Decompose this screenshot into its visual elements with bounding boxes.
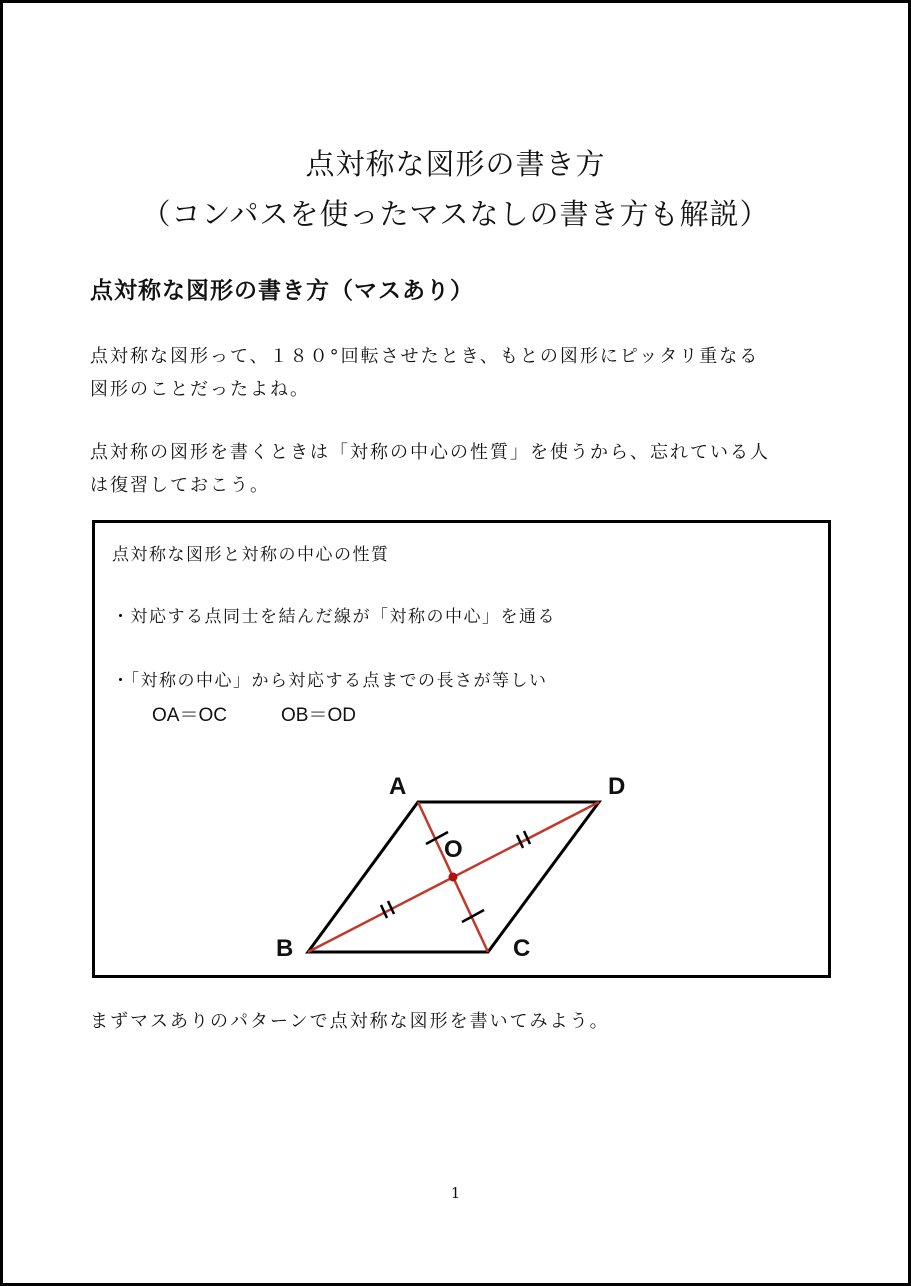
paragraph-2-line2: は復習しておこう。 bbox=[90, 475, 270, 496]
box-bullet-1: ・対応する点同士を結んだ線が「対称の中心」を通る bbox=[112, 607, 556, 627]
label-c: C bbox=[513, 935, 531, 962]
page-title-line2: （コンパスを使ったマスなしの書き方も解説） bbox=[141, 197, 770, 231]
label-o: O bbox=[444, 836, 463, 863]
equation-oa-oc: OA＝OC bbox=[152, 705, 227, 726]
paragraph-1-line1: 点対称な図形って、１８０°回転させたとき、もとの図形にピッタリ重なる bbox=[90, 346, 760, 367]
label-a: A bbox=[389, 773, 407, 800]
box-bullet-2: ・「対称の中心」から対応する点までの長さが等しい bbox=[112, 671, 548, 691]
page-title-line1: 点対称な図形の書き方 bbox=[305, 147, 606, 181]
paragraph-2-line1: 点対称の図形を書くときは「対称の中心の性質」を使うから、忘れている人 bbox=[90, 442, 770, 463]
box-title: 点対称な図形と対称の中心の性質 bbox=[112, 545, 390, 565]
closing-text: まずマスありのパターンで点対称な図形を書いてみよう。 bbox=[90, 1011, 610, 1032]
label-d: D bbox=[608, 773, 626, 800]
paragraph-1-line2: 図形のことだったよね。 bbox=[90, 379, 310, 400]
center-point-o bbox=[449, 873, 458, 882]
equation-ob-od: OB＝OD bbox=[281, 705, 356, 726]
label-b: B bbox=[276, 935, 294, 962]
page-number: 1 bbox=[450, 1184, 461, 1202]
section-heading: 点対称な図形の書き方（マスあり） bbox=[90, 278, 474, 304]
